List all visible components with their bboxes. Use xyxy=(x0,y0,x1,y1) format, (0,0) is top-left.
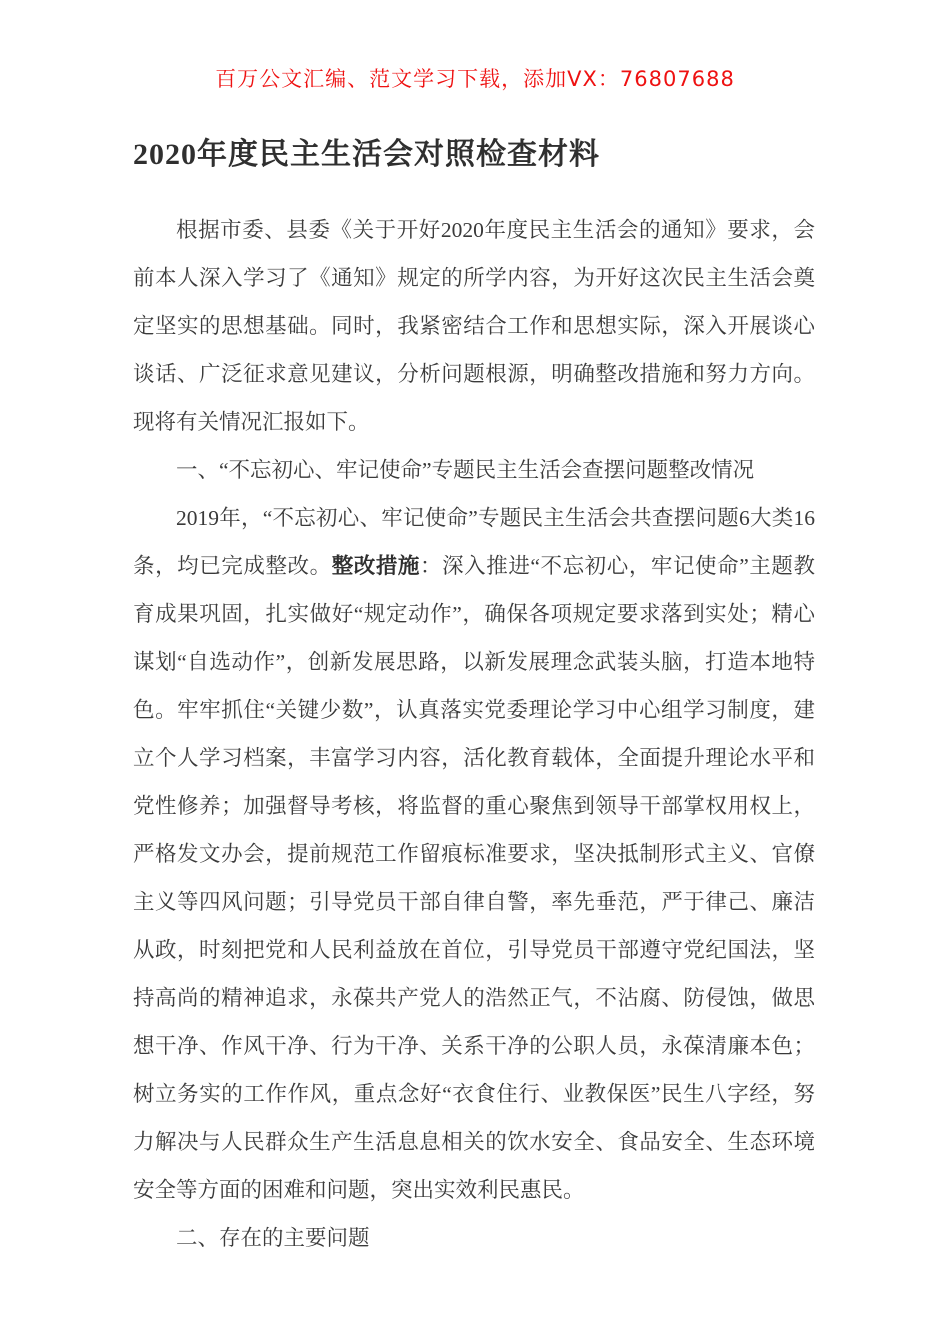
text-run: 一、“不忘初心、牢记使命”专题民主生活会查摆问题整改情况 xyxy=(176,458,755,482)
document-title: 2020年度民主生活会对照检查材料 xyxy=(133,138,600,171)
text-run: ：深入推进“不忘初心，牢记使命”主题教育成果巩固，扎实做好“规定动作”，确保各项规定要求落到实处；精心谋划“自选动作”，创新发展思路，以新发展理念武装头脑，打造本地特色。牢牢抓住“关键少数”，认真落实党委理论学习中心组学习制度，建立个人学习档案，丰富学习内容，活化教育载体，全面提升理论水平和党性修养；加强督导考核，将监督的重心聚焦到领导干部掌权用权上，严格发文办会，提前规范工作留痕标准要求，坚决抵制形式主义、官僚主义等四风问题；引导党员干部自律自警，率先垂范，严于律己、廉洁从政，时刻把党和人民利益放在首位，引导党员干部遵守党纪国法，坚持高尚的精神追求，永葆共产党人的浩然正气，不沾腐、防侵蚀，做思想干净、作风干净、行为干净、关系干净的公职人员，永葆清廉本色；树立务实的工作作风，重点念好“衣食住行、业教保医”民生八字经，努力解决与人民群众生产生活息息相关的饮水安全、食品安全、生态环境安全等方面的困难和问题，突出实效利民惠民。 xyxy=(133,554,815,1202)
section-heading xyxy=(133,1214,815,1262)
text-run: 二、存在的主要问题 xyxy=(176,1226,370,1250)
document-body xyxy=(133,206,815,1262)
body-paragraph xyxy=(133,494,815,1214)
bold-text-run: 整改措施 xyxy=(331,554,421,578)
text-run: 2019年，“不忘初心、牢记使命”专题民主生活会共查摆问题6大类16条，均已完成整改。 xyxy=(133,506,815,578)
text-run: 根据市委、县委《关于开好2020年度民主生活会的通知》要求，会前本人深入学习了《通知》规定的所学内容，为开好这次民主生活会奠定坚实的思想基础。同时，我紧密结合工作和思想实际，深入开展谈心谈话、广泛征求意见建议，分析问题根源，明确整改措施和努力方向。现将有关情况汇报如下。 xyxy=(133,218,815,434)
body-paragraph xyxy=(133,206,815,446)
watermark-header: 百万公文汇编、范文学习下载，添加VX：76807688 xyxy=(215,67,735,91)
section-heading xyxy=(133,446,815,494)
